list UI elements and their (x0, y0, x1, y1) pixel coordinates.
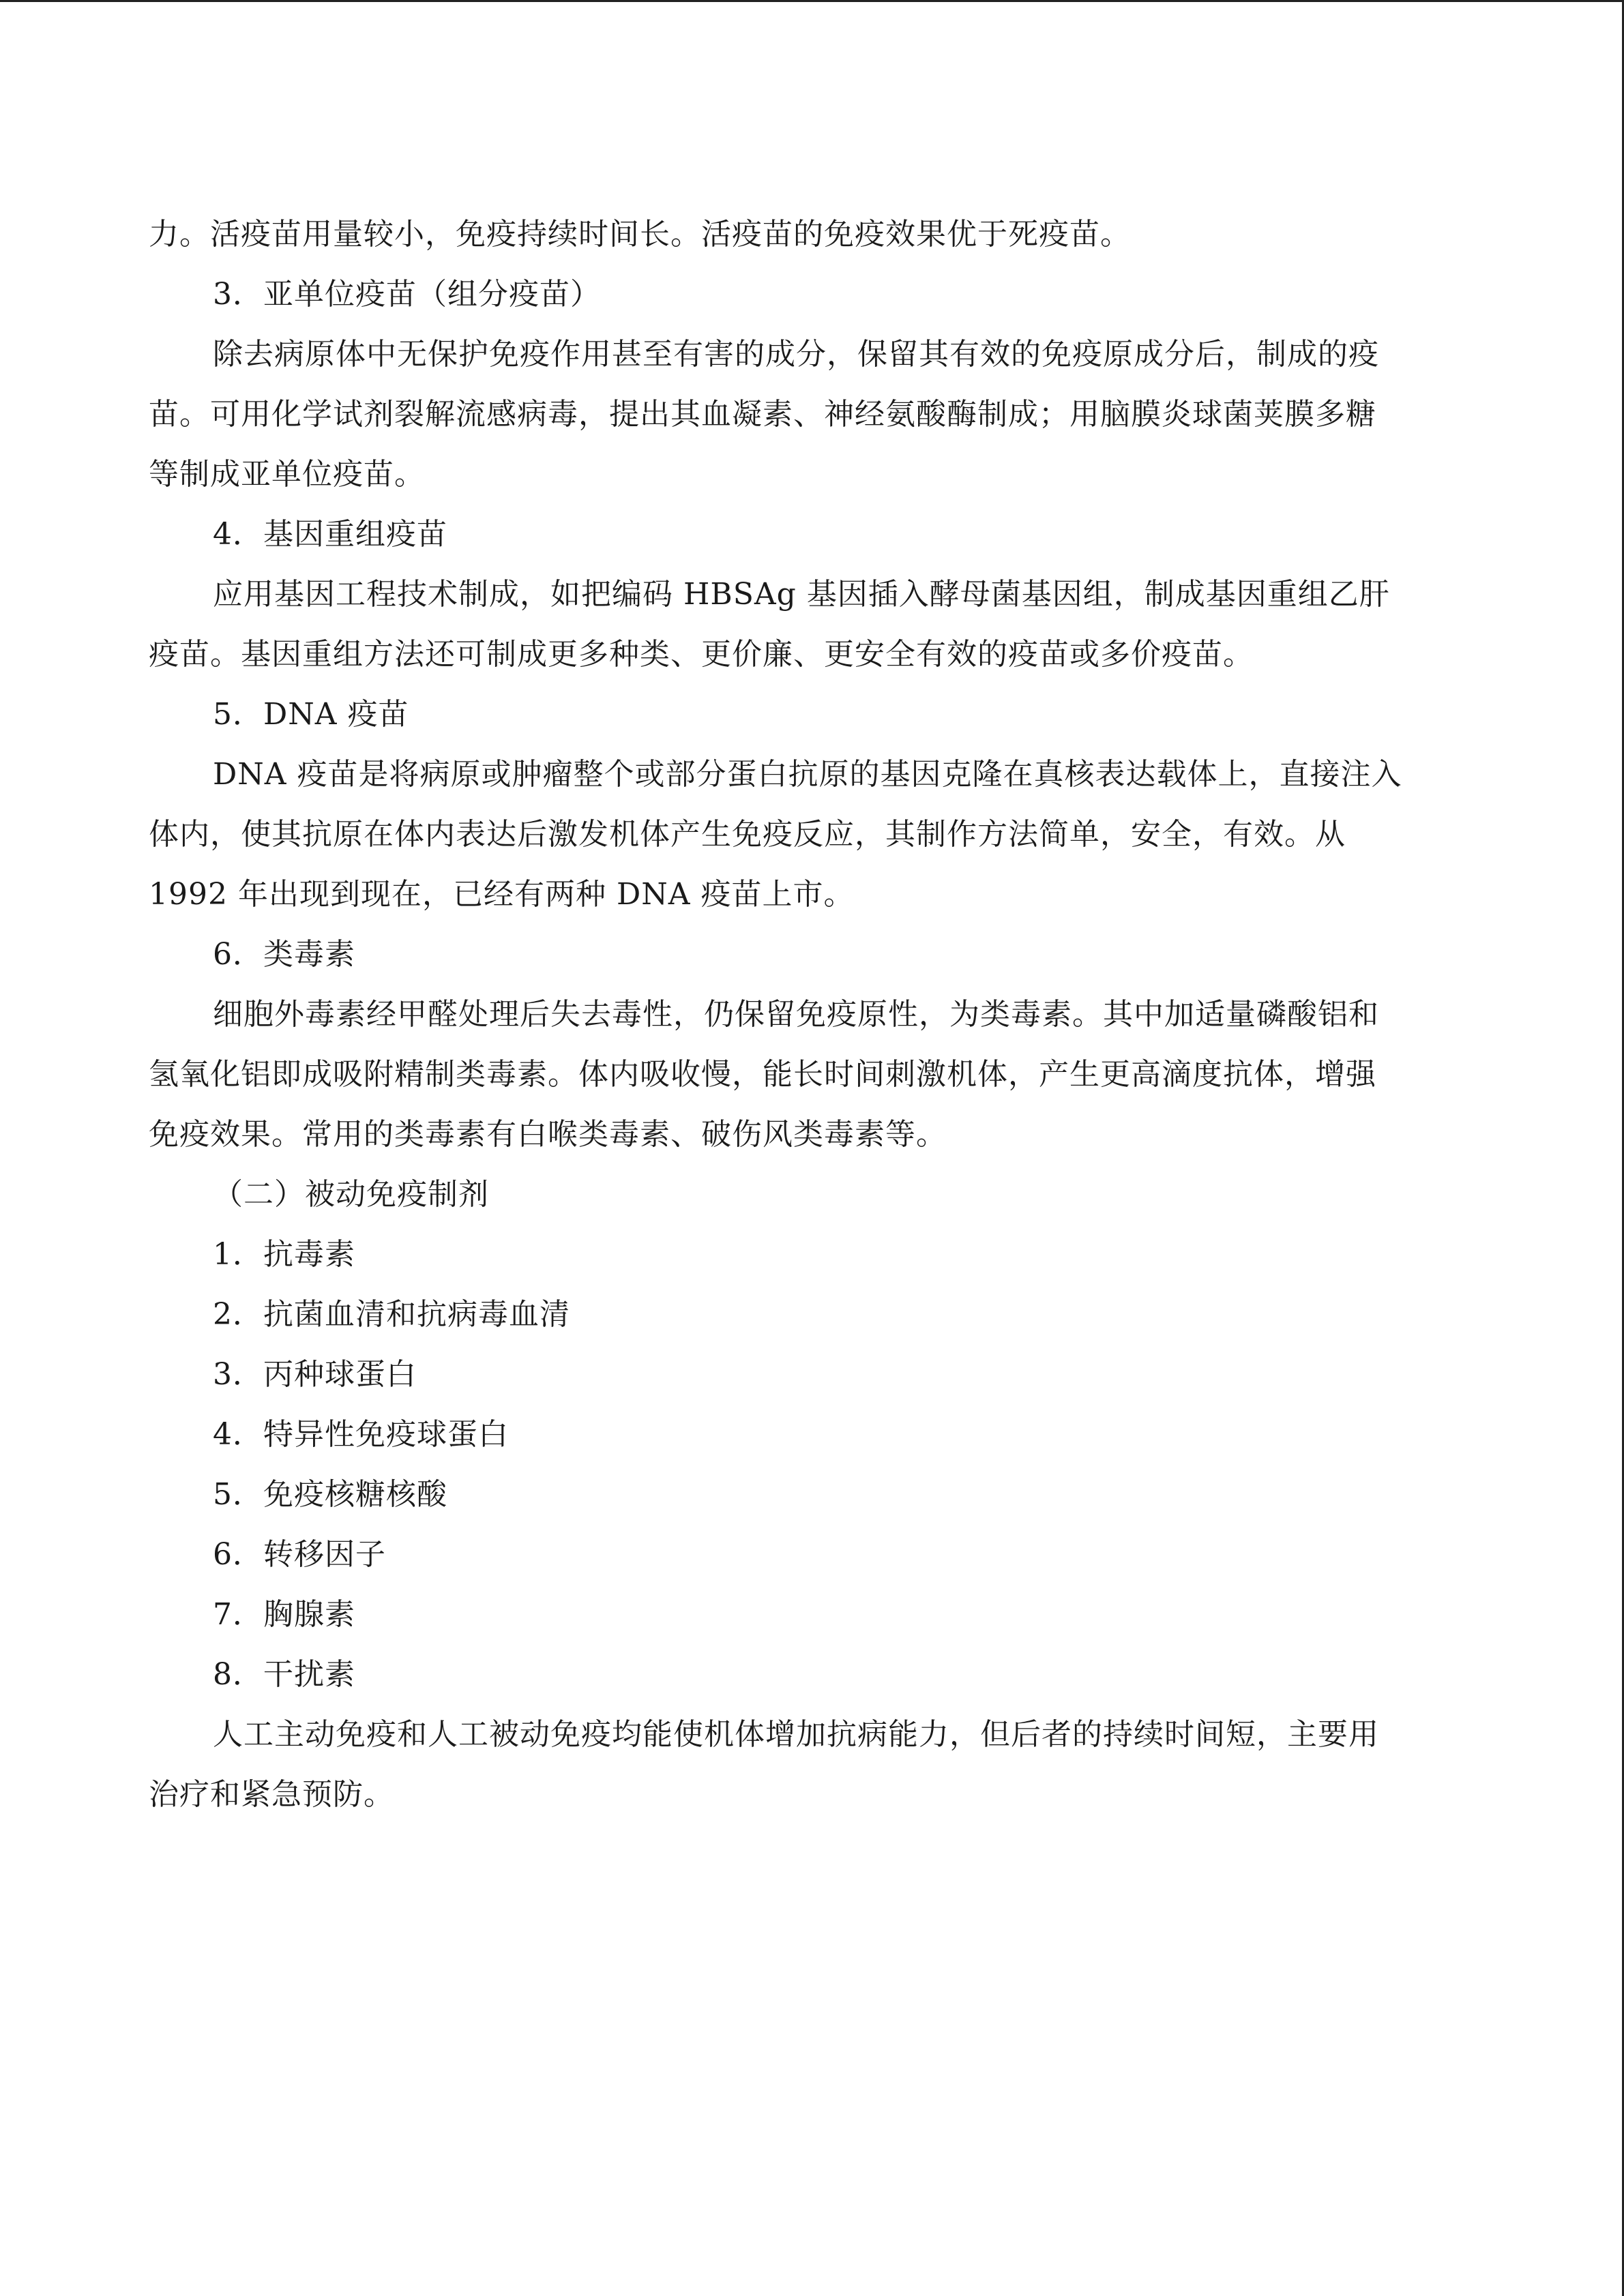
text-line: 细胞外毒素经甲醛处理后失去毒性，仍保留免疫原性，为类毒素。其中加适量磷酸铝和 (213, 997, 1379, 1032)
text-line: 等制成亚单位疫苗。 (149, 457, 425, 492)
text-line: 除去病原体中无保护免疫作用甚至有害的成分，保留其有效的免疫原成分后，制成的疫 (213, 337, 1379, 372)
text-line: DNA 疫苗是将病原或肿瘤整个或部分蛋白抗原的基因克隆在真核表达载体上，直接注入 (213, 757, 1402, 792)
text-line: 苗。可用化学试剂裂解流感病毒，提出其血凝素、神经氨酸酶制成；用脑膜炎球菌荚膜多糖 (149, 397, 1376, 432)
text-line: 4．特异性免疫球蛋白 (213, 1417, 509, 1452)
text-line: 氢氧化铝即成吸附精制类毒素。体内吸收慢，能长时间刺激机体，产生更高滴度抗体，增强 (149, 1057, 1376, 1092)
text-line: 6．类毒素 (213, 937, 355, 972)
text-line: 力。活疫苗用量较小，免疫持续时间长。活疫苗的免疫效果优于死疫苗。 (149, 217, 1131, 252)
text-line: 3．丙种球蛋白 (213, 1357, 417, 1392)
text-line: 7．胸腺素 (213, 1597, 355, 1632)
text-line: 应用基因工程技术制成，如把编码 HBSAg 基因插入酵母菌基因组，制成基因重组乙肝 (213, 577, 1390, 612)
text-line: 1．抗毒素 (213, 1237, 355, 1272)
text-line: 4．基因重组疫苗 (213, 517, 447, 552)
text-line: （二）被动免疫制剂 (213, 1177, 489, 1212)
text-line: 3．亚单位疫苗（组分疫苗） (213, 277, 601, 312)
text-line: 治疗和紧急预防。 (149, 1777, 394, 1812)
text-line: 免疫效果。常用的类毒素有白喉类毒素、破伤风类毒素等。 (149, 1117, 947, 1152)
top-border-rule (0, 0, 1624, 2)
document-page (149, 205, 1479, 1825)
text-line: 1992 年出现到现在，已经有两种 DNA 疫苗上市。 (149, 877, 855, 912)
text-line: 5．DNA 疫苗 (213, 697, 409, 732)
text-line: 2．抗菌血清和抗病毒血清 (213, 1297, 570, 1332)
text-line: 5．免疫核糖核酸 (213, 1477, 447, 1512)
text-line: 疫苗。基因重组方法还可制成更多种类、更价廉、更安全有效的疫苗或多价疫苗。 (149, 637, 1254, 672)
text-line: 体内，使其抗原在体内表达后激发机体产生免疫反应，其制作方法简单，安全，有效。从 (149, 817, 1346, 852)
text-line: 6．转移因子 (213, 1537, 386, 1572)
text-line: 人工主动免疫和人工被动免疫均能使机体增加抗病能力，但后者的持续时间短，主要用 (213, 1717, 1379, 1752)
text-line: 8．干扰素 (213, 1657, 355, 1692)
